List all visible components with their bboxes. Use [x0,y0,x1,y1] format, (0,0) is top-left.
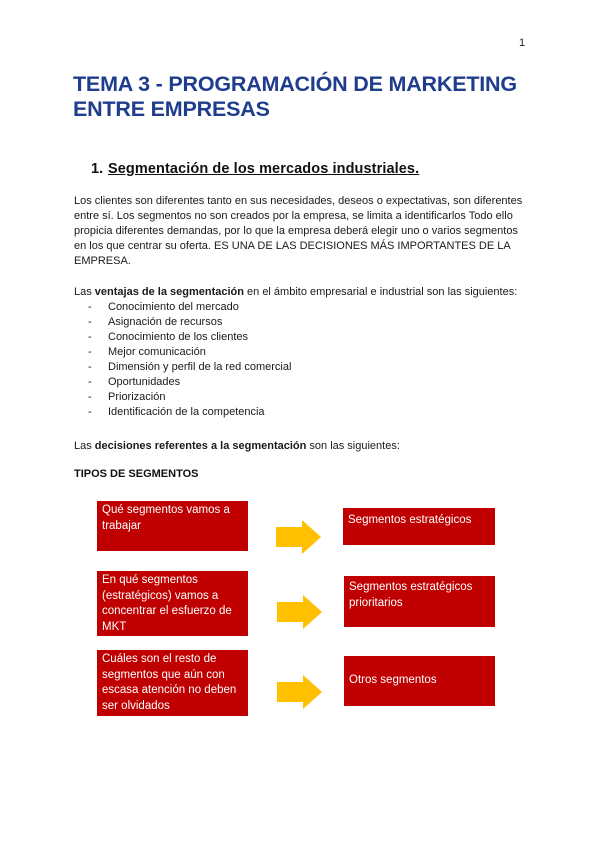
list-item-text: Identificación de la competencia [108,406,265,418]
list-item-text: Oportunidades [108,376,181,388]
ventajas-list [88,300,291,420]
intro-line: EMPRESA. [74,255,131,267]
section-heading-text: Segmentación de los mercados industriales. [108,161,420,177]
ventajas-bold: ventajas de la segmentación [94,286,244,298]
arrow-right-icon [277,675,322,709]
list-item [88,330,291,345]
section-heading [91,161,419,177]
list-item [88,300,291,315]
dash-bullet-icon: - [88,331,92,343]
ventajas-suffix: en el ámbito empresarial e industrial son las siguientes: [243,286,518,298]
dash-bullet-icon: - [88,391,92,403]
dash-bullet-icon: - [88,406,92,418]
tipos-heading: TIPOS DE SEGMENTOS [74,468,199,480]
arrow-right-icon [276,520,321,554]
question-box: Cuáles son el resto de segmentos que aún con escasa atención no deben ser olvidados [97,650,248,716]
dash-bullet-icon: - [88,361,92,373]
section-number: 1. [91,161,104,177]
answer-box: Segmentos estratégicos [343,508,495,545]
dash-bullet-icon: - [88,301,92,313]
intro-line: Los clientes son diferentes tanto en sus necesidades, deseos o expectativas, son diferentes [74,195,523,207]
decisiones-suffix: son las siguientes: [306,440,400,452]
list-item [88,390,291,405]
list-item [88,345,291,360]
decisiones-prefix: Las [74,440,95,452]
answer-box: Otros segmentos [344,656,495,706]
dash-bullet-icon: - [88,346,92,358]
intro-line: propicia diferentes demandas, por lo que la empresa deberá elegir uno o varios segmentos [74,225,518,237]
title-line-1: TEMA 3 - PROGRAMACIÓN DE MARKETING [73,72,517,96]
list-item [88,375,291,390]
question-box: En qué segmentos (estratégicos) vamos a concentrar el esfuerzo de MKT [97,571,248,636]
decisiones-bold: decisiones referentes a la segmentación [94,440,307,452]
dash-bullet-icon: - [88,316,92,328]
intro-paragraph [74,194,534,269]
page-number: 1 [519,37,526,49]
list-item-text: Dimensión y perfil de la red comercial [108,361,292,373]
ventajas-prefix: Las [74,286,95,298]
ventajas-paragraph [74,285,534,300]
list-item-text: Mejor comunicación [108,346,206,358]
list-item-text: Conocimiento de los clientes [108,331,249,343]
list-item [88,360,291,375]
question-box: Qué segmentos vamos a trabajar [97,501,248,551]
title-line-2: ENTRE EMPRESAS [73,97,270,121]
arrow-right-icon [277,595,322,629]
list-item-text: Asignación de recursos [108,316,223,328]
intro-line: en los que centrar su oferta. ES UNA DE LAS DECISIONES MÁS IMPORTANTES DE LA [74,240,511,252]
list-item [88,315,291,330]
intro-line: entre sí. Los segmentos no son creados por la empresa, se limita a identificarlos Todo ello [74,210,513,222]
answer-box: Segmentos estratégicos prioritarios [344,576,495,627]
dash-bullet-icon: - [88,376,92,388]
list-item-text: Conocimiento del mercado [108,301,239,313]
decisiones-paragraph [74,439,534,454]
list-item [88,405,291,420]
document-title [73,72,517,122]
list-item-text: Priorización [108,391,166,403]
